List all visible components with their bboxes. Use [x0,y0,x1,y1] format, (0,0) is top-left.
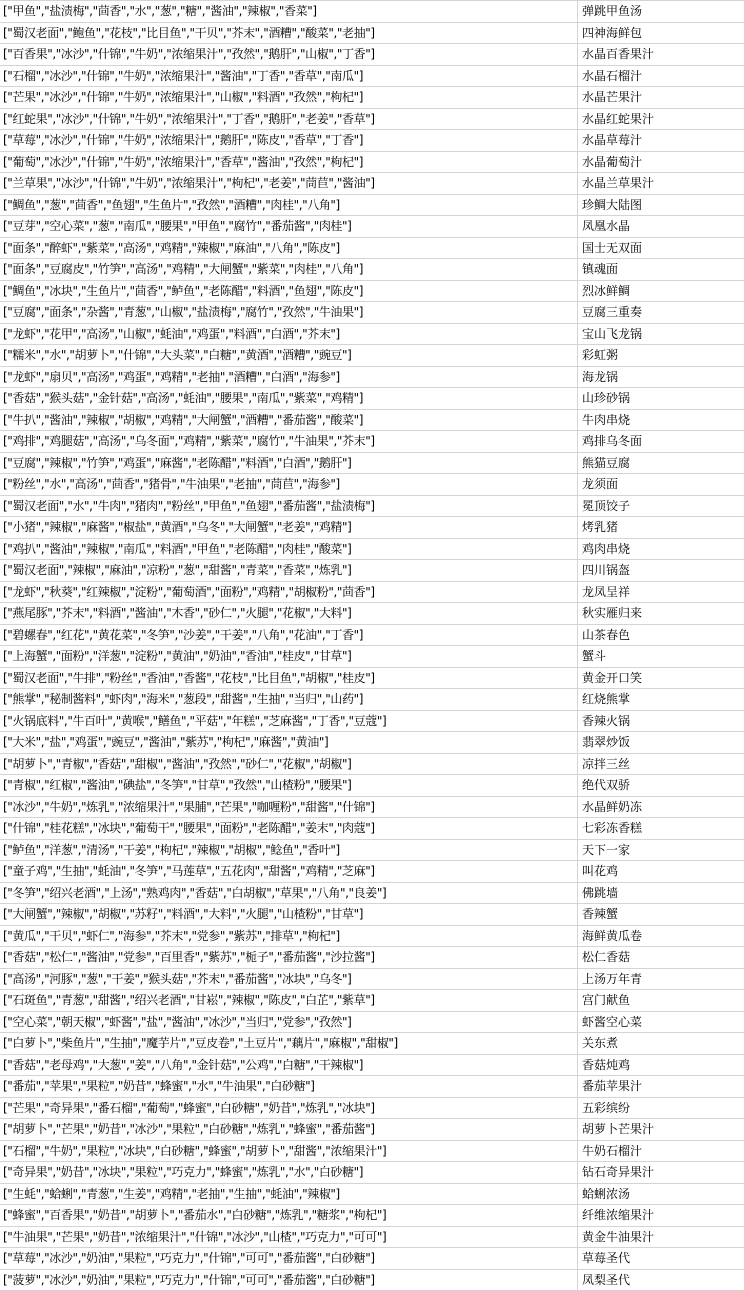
ingredients-cell[interactable]: ["牛扒","酱油","辣椒","胡椒","鸡精","大闸蟹","酒糟","番茄酱","酸菜"] [0,410,578,431]
table-row [0,625,744,647]
ingredients-cell[interactable]: ["草莓","冰沙","什锦","牛奶","浓缩果汁","鹅肝","陈皮","香草","丁香"] [0,130,578,151]
dish-name-cell[interactable]: 凤梨圣代 [578,1270,744,1291]
dish-name-cell[interactable]: 天下一家 [578,840,744,861]
table-row [0,818,744,840]
ingredients-cell[interactable]: ["牛油果","芒果","奶昔","浓缩果汁","什锦","冰沙","山楂","巧克力","可可"] [0,1227,578,1248]
ingredients-cell[interactable]: ["番茄","苹果","果粒","奶昔","蜂蜜","水","牛油果","白砂糖"] [0,1076,578,1097]
dish-name-cell[interactable]: 水晶红蛇果汁 [578,109,744,130]
ingredients-cell[interactable]: ["鸡扒","酱油","辣椒","南瓜","料酒","甲鱼","老陈醋","肉桂","酸菜"] [0,539,578,560]
dish-name-cell[interactable]: 凉拌三丝 [578,754,744,775]
table-row [0,711,744,733]
table-row [0,1184,744,1206]
ingredients-cell[interactable]: ["甲鱼","盐渍梅","茴香","水","葱","糖","酱油","辣椒","香菜"] [0,1,578,22]
table-row [0,431,744,453]
table-row [0,474,744,496]
ingredients-cell[interactable]: ["香菇","老母鸡","大葱","姜","八角","金针菇","公鸡","白糖","干辣椒"] [0,1055,578,1076]
table-row [0,775,744,797]
ingredients-cell[interactable]: ["芒果","冰沙","什锦","牛奶","浓缩果汁","山椒","料酒","孜然","枸杞"] [0,87,578,108]
dish-name-cell[interactable]: 草莓圣代 [578,1248,744,1269]
dish-name-cell[interactable]: 叫花鸡 [578,861,744,882]
table-row [0,324,744,346]
ingredients-cell[interactable]: ["碧螺春","红花","黄花菜","冬笋","沙姜","干姜","八角","花油","丁香"] [0,625,578,646]
dish-name-cell[interactable]: 胡萝卜芒果汁 [578,1119,744,1140]
table-row [0,990,744,1012]
dish-name-cell[interactable]: 秋实雁归来 [578,603,744,624]
dish-name-cell[interactable]: 水晶葡萄汁 [578,152,744,173]
table-row [0,1205,744,1227]
dish-name-cell[interactable]: 香辣蟹 [578,904,744,925]
ingredients-cell[interactable]: ["童子鸡","生抽","蚝油","冬笋","马莲草","五花肉","甜酱","鸡精","芝麻"] [0,861,578,882]
dish-name-cell[interactable]: 熊猫豆腐 [578,453,744,474]
table-row [0,130,744,152]
table-row [0,173,744,195]
ingredients-cell[interactable]: ["鲷鱼","冰块","生鱼片","茴香","鲈鱼","老陈醋","料酒","鱼翅","陈皮"] [0,281,578,302]
dish-name-cell[interactable]: 水晶芒果汁 [578,87,744,108]
dish-name-cell[interactable]: 绝代双骄 [578,775,744,796]
dish-name-cell[interactable]: 佛跳墙 [578,883,744,904]
dish-name-cell[interactable]: 海龙锅 [578,367,744,388]
table-row [0,109,744,131]
table-row [0,195,744,217]
dish-name-cell[interactable]: 龙须面 [578,474,744,495]
ingredients-cell[interactable]: ["鲷鱼","葱","茴香","鱼翅","生鱼片","孜然","酒糟","肉桂","八角"] [0,195,578,216]
table-row [0,388,744,410]
table-row [0,281,744,303]
table-row [0,1119,744,1141]
table-row [0,1098,744,1120]
table-row [0,732,744,754]
dish-name-cell[interactable]: 五彩缤纷 [578,1098,744,1119]
table-row [0,152,744,174]
ingredients-cell[interactable]: ["草莓","冰沙","奶油","果粒","巧克力","什锦","可可","番茄酱","白砂糖"] [0,1248,578,1269]
dish-name-cell[interactable]: 水晶鲜奶冻 [578,797,744,818]
dish-name-cell[interactable]: 牛肉串烧 [578,410,744,431]
ingredients-cell[interactable]: ["龙虾","扇贝","高汤","鸡蛋","鸡精","老抽","酒糟","白酒","海参"] [0,367,578,388]
dish-name-cell[interactable]: 七彩冻香糕 [578,818,744,839]
ingredients-cell[interactable]: ["蜀汉老面","水","牛肉","猪肉","粉丝","甲鱼","鱼翅","番茄酱","盐渍梅"] [0,496,578,517]
table-row [0,1270,744,1291]
dish-name-cell[interactable]: 豆腐三重奏 [578,302,744,323]
ingredients-cell[interactable]: ["胡萝卜","青椒","香菇","甜椒","酱油","孜然","砂仁","花椒","胡椒"] [0,754,578,775]
dish-name-cell[interactable]: 松仁香菇 [578,947,744,968]
ingredients-cell[interactable]: ["大米","盐","鸡蛋","豌豆","酱油","紫苏","枸杞","麻酱","黄油"] [0,732,578,753]
ingredients-cell[interactable]: ["龙虾","花甲","高汤","山椒","蚝油","鸡蛋","料酒","白酒","芥末"] [0,324,578,345]
dish-name-cell[interactable]: 山茶春色 [578,625,744,646]
table-row [0,754,744,776]
ingredients-cell[interactable]: ["鸡排","鸡腿菇","高汤","乌冬面","鸡精","紫菜","腐竹","牛油果","芥末"] [0,431,578,452]
ingredients-cell[interactable]: ["空心菜","朝天椒","虾酱","盐","酱油","冰沙","当归","党参","孜然"] [0,1012,578,1033]
dish-name-cell[interactable]: 镇魂面 [578,259,744,280]
ingredients-cell[interactable]: ["火锅底料","牛百叶","黄喉","鳝鱼","平菇","年糕","芝麻酱","丁香","豆蔻"] [0,711,578,732]
ingredients-cell[interactable]: ["百香果","冰沙","什锦","牛奶","浓缩果汁","孜然","鹅肝","山椒","丁香"] [0,44,578,65]
ingredients-cell[interactable]: ["什锦","桂花糕","冰块","葡萄干","腰果","面粉","老陈醋","姜末","肉蔻"] [0,818,578,839]
dish-name-cell[interactable]: 关东煮 [578,1033,744,1054]
table-row [0,259,744,281]
ingredients-cell[interactable]: ["黄瓜","干贝","虾仁","海参","芥末","党参","紫苏","排草","枸杞"] [0,926,578,947]
ingredients-cell[interactable]: ["龙虾","秋葵","红辣椒","淀粉","葡萄酒","面粉","鸡精","胡椒粉","茴香"] [0,582,578,603]
table-row [0,668,744,690]
ingredients-cell[interactable]: ["豆芽","空心菜","葱","南瓜","腰果","甲鱼","腐竹","番茄酱","肉桂"] [0,216,578,237]
dish-name-cell[interactable]: 鸡排乌冬面 [578,431,744,452]
table-row [0,646,744,668]
dish-name-cell[interactable]: 水晶兰草果汁 [578,173,744,194]
table-row [0,1055,744,1077]
table-row [0,1012,744,1034]
dish-name-cell[interactable]: 鸡肉串烧 [578,539,744,560]
ingredients-cell[interactable]: ["香菇","猴头菇","金针菇","高汤","蚝油","腰果","南瓜","紫菜","鸡精"] [0,388,578,409]
ingredients-cell[interactable]: ["青椒","红椒","酱油","碘盐","冬笋","甘草","孜然","山楂粉","腰果"] [0,775,578,796]
ingredients-cell[interactable]: ["蜀汉老面","辣椒","麻油","凉粉","葱","甜酱","青菜","香菜","炼乳"] [0,560,578,581]
ingredients-cell[interactable]: ["兰草果","冰沙","什锦","牛奶","浓缩果汁","枸杞","老姜","茼苣","酱油"] [0,173,578,194]
table-row [0,453,744,475]
table-row [0,689,744,711]
ingredients-cell[interactable]: ["大闸蟹","辣椒","胡椒","苏籽","料酒","大料","火腿","山楂粉","甘草"] [0,904,578,925]
dish-name-cell[interactable]: 四川锅盔 [578,560,744,581]
table-row [0,1033,744,1055]
dish-name-cell[interactable]: 弹跳甲鱼汤 [578,1,744,22]
table-row [0,345,744,367]
table-row [0,1,744,23]
table-row [0,797,744,819]
ingredients-cell[interactable]: ["葡萄","冰沙","什锦","牛奶","浓缩果汁","香草","酱油","孜然","枸杞"] [0,152,578,173]
ingredients-cell[interactable]: ["蜂蜜","百香果","奶昔","胡萝卜","番茄水","白砂糖","炼乳","糖浆","枸杞"] [0,1205,578,1226]
dish-name-cell[interactable]: 龙凤呈祥 [578,582,744,603]
table-row [0,302,744,324]
table-row [0,238,744,260]
dish-name-cell[interactable]: 海鲜黄瓜卷 [578,926,744,947]
ingredients-cell[interactable]: ["蜀汉老面","牛排","粉丝","香油","香酱","花枝","比目鱼","胡椒","桂皮"] [0,668,578,689]
ingredients-cell[interactable]: ["豆腐","辣椒","竹笋","鸡蛋","麻酱","老陈醋","料酒","白酒","鹅肝"] [0,453,578,474]
table-row [0,560,744,582]
dish-name-cell[interactable]: 珍鲷大陆图 [578,195,744,216]
dish-name-cell[interactable]: 虾酱空心菜 [578,1012,744,1033]
ingredients-cell[interactable]: ["冬笋","绍兴老酒","上汤","熟鸡肉","香菇","白胡椒","草果","八角","良姜"] [0,883,578,904]
table-row [0,23,744,45]
ingredients-cell[interactable]: ["芒果","奇异果","番石榴","葡萄","蜂蜜","白砂糖","奶昔","炼乳","冰块"] [0,1098,578,1119]
ingredients-cell[interactable]: ["石斑鱼","青葱","甜酱","绍兴老酒","甘崧","辣椒","陈皮","白芷","紫草"] [0,990,578,1011]
ingredients-cell[interactable]: ["石榴","冰沙","什锦","牛奶","浓缩果汁","酱油","丁香","香草","南瓜"] [0,66,578,87]
dish-name-cell[interactable]: 宫门献鱼 [578,990,744,1011]
dish-name-cell[interactable]: 蛤蜊浓汤 [578,1184,744,1205]
dish-name-cell[interactable]: 红烧熊掌 [578,689,744,710]
dish-name-cell[interactable]: 宝山飞龙锅 [578,324,744,345]
dish-name-cell[interactable]: 香辣火锅 [578,711,744,732]
ingredients-cell[interactable]: ["豆腐","面条","杂酱","青葱","山椒","盐渍梅","腐竹","孜然","牛油果"] [0,302,578,323]
table-row [0,216,744,238]
ingredients-cell[interactable]: ["胡萝卜","芒果","奶昔","冰沙","果粒","白砂糖","炼乳","蜂蜜","番茄酱"] [0,1119,578,1140]
dish-name-cell[interactable]: 四神海鲜包 [578,23,744,44]
ingredients-cell[interactable]: ["白萝卜","柴鱼片","生抽","魔芋片","豆皮卷","土豆片","藕片","麻椒","甜椒"] [0,1033,578,1054]
dish-name-cell[interactable]: 冕顶饺子 [578,496,744,517]
table-row [0,603,744,625]
dish-name-cell[interactable]: 烤乳猪 [578,517,744,538]
ingredients-cell[interactable]: ["奇异果","奶昔","冰块","果粒","巧克力","蜂蜜","炼乳","水","白砂糖"] [0,1162,578,1183]
table-row [0,926,744,948]
table-row [0,496,744,518]
ingredients-cell[interactable]: ["面条","醉虾","紫菜","高汤","鸡精","辣椒","麻油","八角","陈皮"] [0,238,578,259]
dish-name-cell[interactable]: 国士无双面 [578,238,744,259]
dish-name-cell[interactable]: 蟹斗 [578,646,744,667]
dish-name-cell[interactable]: 水晶石榴汁 [578,66,744,87]
table-row [0,1141,744,1163]
ingredients-cell[interactable]: ["高汤","河豚","葱","干姜","猴头菇","芥末","番茄酱","冰块","乌冬"] [0,969,578,990]
dish-name-cell[interactable]: 翡翠炒饭 [578,732,744,753]
table-row [0,539,744,561]
ingredients-cell[interactable]: ["糯米","水","胡萝卜","什锦","大头菜","白糖","黄酒","酒糟","豌豆"] [0,345,578,366]
table-row [0,1076,744,1098]
ingredients-cell[interactable]: ["熊掌","秘制酱料","虾肉","海米","葱段","甜酱","生抽","当归","山药"] [0,689,578,710]
dish-name-cell[interactable]: 彩虹粥 [578,345,744,366]
table-row [0,947,744,969]
table-row [0,66,744,88]
table-row [0,904,744,926]
dish-name-cell[interactable]: 上汤万年青 [578,969,744,990]
ingredients-cell[interactable]: ["小猪","辣椒","麻酱","椒盐","黄酒","乌冬","大闸蟹","老姜","鸡精"] [0,517,578,538]
dish-name-cell[interactable]: 水晶百香果汁 [578,44,744,65]
table-row [0,87,744,109]
dish-name-cell[interactable]: 番茄苹果汁 [578,1076,744,1097]
ingredients-cell[interactable]: ["红蛇果","冰沙","什锦","牛奶","浓缩果汁","丁香","鹅肝","老姜","香草"] [0,109,578,130]
table-row [0,1227,744,1249]
ingredients-cell[interactable]: ["石榴","牛奶","果粒","冰块","白砂糖","蜂蜜","胡萝卜","甜酱","浓缩果汁"] [0,1141,578,1162]
table-row [0,969,744,991]
ingredients-cell[interactable]: ["生蚝","蛤蜊","青葱","生姜","鸡精","老抽","生抽","蚝油","辣椒"] [0,1184,578,1205]
dish-name-cell[interactable]: 烈冰鲜鲷 [578,281,744,302]
ingredients-cell[interactable]: ["粉丝","水","高汤","茴香","猪骨","牛油果","老抽","茼苣","海参"] [0,474,578,495]
dish-name-cell[interactable]: 牛奶石榴汁 [578,1141,744,1162]
dish-name-cell[interactable]: 黄金开口笑 [578,668,744,689]
ingredients-cell[interactable]: ["面条","豆腐皮","竹笋","高汤","鸡精","大闸蟹","紫菜","肉桂","八角"] [0,259,578,280]
table-row [0,410,744,432]
dish-name-cell[interactable]: 凤凰水晶 [578,216,744,237]
table-row [0,517,744,539]
table-row [0,861,744,883]
table-row [0,883,744,905]
ingredients-cell[interactable]: ["鲈鱼","洋葱","清汤","干姜","枸杞","辣椒","胡椒","鲶鱼","香叶"] [0,840,578,861]
ingredients-cell[interactable]: ["菠萝","冰沙","奶油","果粒","巧克力","什锦","可可","番茄酱","白砂糖"] [0,1270,578,1291]
ingredients-cell[interactable]: ["香菇","松仁","酱油","党参","百里香","紫苏","栀子","番茄酱","沙拉酱"] [0,947,578,968]
dish-name-cell[interactable]: 黄金牛油果汁 [578,1227,744,1248]
ingredients-cell[interactable]: ["燕尾豚","芥末","料酒","酱油","木香","砂仁","火腿","花椒","大料"] [0,603,578,624]
dish-name-cell[interactable]: 香菇炖鸡 [578,1055,744,1076]
dish-name-cell[interactable]: 钻石奇异果汁 [578,1162,744,1183]
dish-name-cell[interactable]: 水晶草莓汁 [578,130,744,151]
ingredients-cell[interactable]: ["上海蟹","面粉","洋葱","淀粉","黄油","奶油","香油","桂皮","甘草"] [0,646,578,667]
table-row [0,840,744,862]
table-row [0,367,744,389]
ingredients-cell[interactable]: ["冰沙","牛奶","炼乳","浓缩果汁","果脯","芒果","咖喱粉","甜酱","什锦"] [0,797,578,818]
dish-name-cell[interactable]: 纤维浓缩果汁 [578,1205,744,1226]
dish-name-cell[interactable]: 山珍砂锅 [578,388,744,409]
table-row [0,582,744,604]
table-row [0,1248,744,1270]
table-row [0,44,744,66]
table-row [0,1162,744,1184]
ingredients-cell[interactable]: ["蜀汉老面","鲍鱼","花枝","比目鱼","干贝","芥末","酒糟","酸菜","老抽"] [0,23,578,44]
